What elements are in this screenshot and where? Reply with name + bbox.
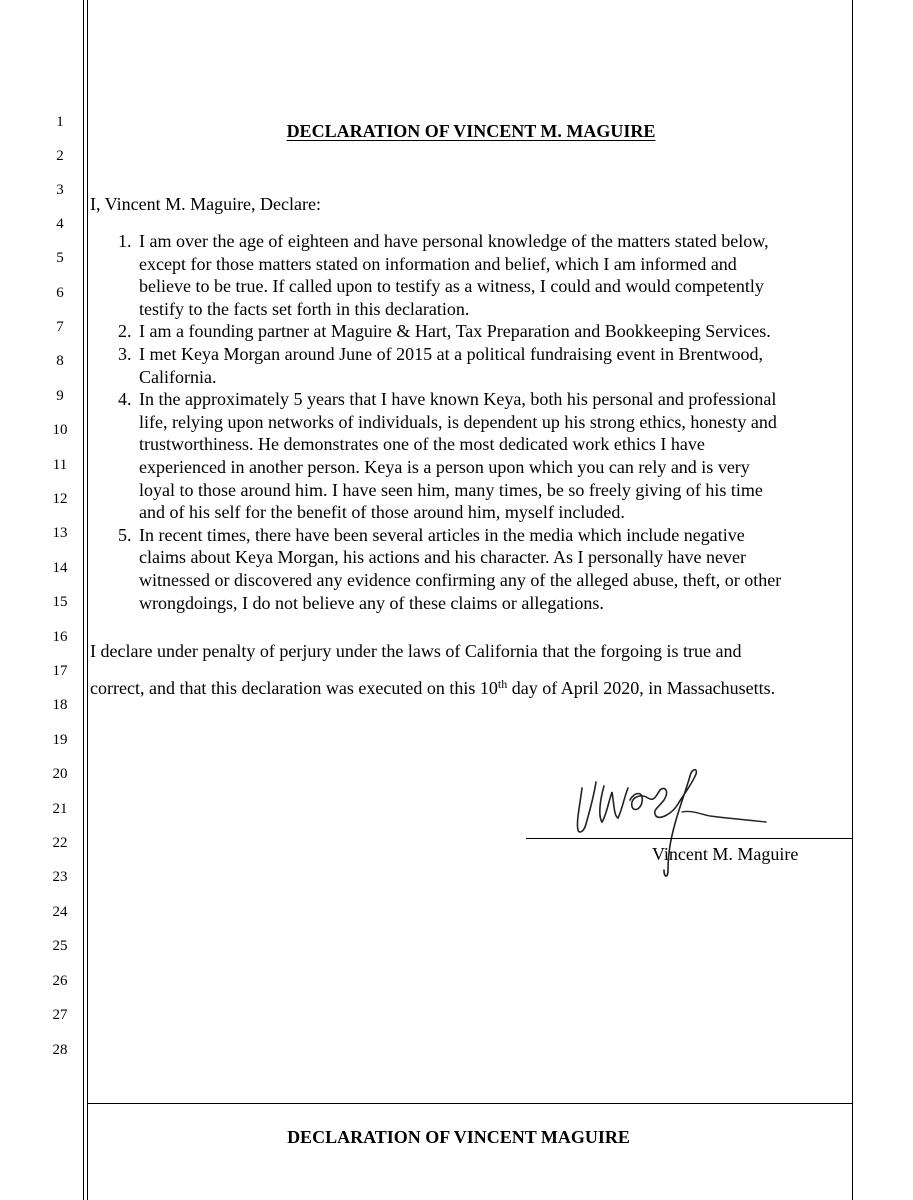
item-line: I am over the age of eighteen and have personal knowledge of the matters stated below, bbox=[139, 231, 769, 251]
item-number: 3. bbox=[118, 343, 132, 364]
closing-line-2-text: correct, and that this declaration was executed on this 10 bbox=[90, 678, 498, 698]
line-number: 20 bbox=[52, 766, 68, 782]
declaration-item bbox=[90, 320, 850, 343]
item-number: 4. bbox=[118, 389, 132, 410]
closing-line-2 bbox=[90, 677, 775, 700]
item-line: trustworthiness. He demonstrates one of the most dedicated work ethics I have bbox=[139, 434, 705, 455]
closing-line-1: I declare under penalty of perjury under the laws of California that the forgoing is true and bbox=[90, 641, 742, 661]
item-number: 5. bbox=[118, 524, 132, 545]
item-line: California. bbox=[139, 366, 217, 387]
item-line: claims about Keya Morgan, his actions and his character. As I personally have never bbox=[139, 547, 746, 568]
line-number: 7 bbox=[56, 319, 64, 335]
line-number: 24 bbox=[52, 904, 68, 920]
declaration-item bbox=[90, 343, 850, 388]
item-line: and of his self for the benefit of those around him, myself included. bbox=[139, 502, 625, 523]
line-number: 14 bbox=[52, 560, 68, 576]
line-number: 1 bbox=[56, 114, 64, 130]
line-number: 21 bbox=[52, 801, 68, 817]
line-number: 6 bbox=[56, 285, 64, 301]
line-number: 4 bbox=[56, 216, 64, 232]
intro-line: I, Vincent M. Maguire, Declare: bbox=[90, 194, 322, 214]
item-line: In recent times, there have been several articles in the media which include negative bbox=[139, 524, 745, 545]
declaration-item bbox=[90, 388, 850, 524]
document-title bbox=[90, 121, 852, 141]
footer-title: DECLARATION OF VINCENT MAGUIRE bbox=[287, 1127, 630, 1147]
line-number: 22 bbox=[52, 835, 68, 851]
declaration-item bbox=[90, 524, 850, 614]
item-line: In the approximately 5 years that I have known Keya, both his personal and professional bbox=[139, 389, 777, 410]
item-line: witnessed or discovered any evidence confirming any of the alleged abuse, theft, or other bbox=[139, 569, 782, 590]
line-number: 28 bbox=[52, 1042, 68, 1058]
handwritten-signature bbox=[560, 760, 780, 890]
line-number: 8 bbox=[56, 353, 64, 369]
signature-line bbox=[526, 838, 852, 839]
line-number: 13 bbox=[52, 525, 68, 541]
footer-divider bbox=[87, 1103, 852, 1104]
line-number: 18 bbox=[52, 697, 68, 713]
line-number: 23 bbox=[52, 869, 68, 885]
line-number: 25 bbox=[52, 938, 68, 954]
line-number: 15 bbox=[52, 594, 68, 610]
line-number: 27 bbox=[52, 1007, 68, 1023]
left-margin-rule-inner bbox=[87, 0, 88, 1200]
right-margin-rule bbox=[852, 0, 853, 1200]
line-number: 12 bbox=[52, 491, 68, 507]
document-title-text: DECLARATION OF VINCENT M. MAGUIRE bbox=[286, 121, 656, 141]
closing-line-2-tail: day of April 2020, in Massachusetts. bbox=[507, 678, 776, 698]
line-number: 2 bbox=[56, 148, 64, 164]
line-number: 19 bbox=[52, 732, 68, 748]
declaration-items bbox=[90, 230, 850, 614]
line-number: 16 bbox=[52, 629, 68, 645]
item-line: life, relying upon networks of individuals, is dependent up his strong ethics, honesty and bbox=[139, 411, 777, 432]
item-number: 1. bbox=[118, 231, 132, 251]
line-number: 5 bbox=[56, 250, 64, 266]
signer-name: Vincent M. Maguire bbox=[652, 844, 799, 864]
item-number: 2. bbox=[118, 321, 132, 342]
line-number: 3 bbox=[56, 182, 64, 198]
item-line: I am a founding partner at Maguire & Hart, Tax Preparation and Bookkeeping Services. bbox=[139, 321, 771, 342]
item-line: believe to be true. If called upon to testify as a witness, I could and would competently bbox=[139, 276, 764, 297]
item-line: except for those matters stated on information and belief, which I am informed and bbox=[139, 253, 737, 274]
line-number: 11 bbox=[52, 457, 68, 473]
item-line: experienced in another person. Keya is a person upon which you can rely and is very bbox=[139, 456, 750, 477]
line-number: 10 bbox=[52, 422, 68, 438]
item-line: wrongdoings, I do not believe any of these claims or allegations. bbox=[139, 592, 604, 613]
ordinal-suffix: th bbox=[497, 677, 508, 691]
item-line: testify to the facts set forth in this declaration. bbox=[139, 298, 470, 319]
line-number: 17 bbox=[52, 663, 68, 679]
declaration-item bbox=[90, 230, 850, 320]
left-margin-rule-outer bbox=[83, 0, 84, 1200]
line-number: 26 bbox=[52, 973, 68, 989]
line-number: 9 bbox=[56, 388, 64, 404]
item-line: loyal to those around him. I have seen him, many times, be so freely giving of his time bbox=[139, 479, 763, 500]
item-line: I met Keya Morgan around June of 2015 at a political fundraising event in Brentwood, bbox=[139, 343, 764, 364]
